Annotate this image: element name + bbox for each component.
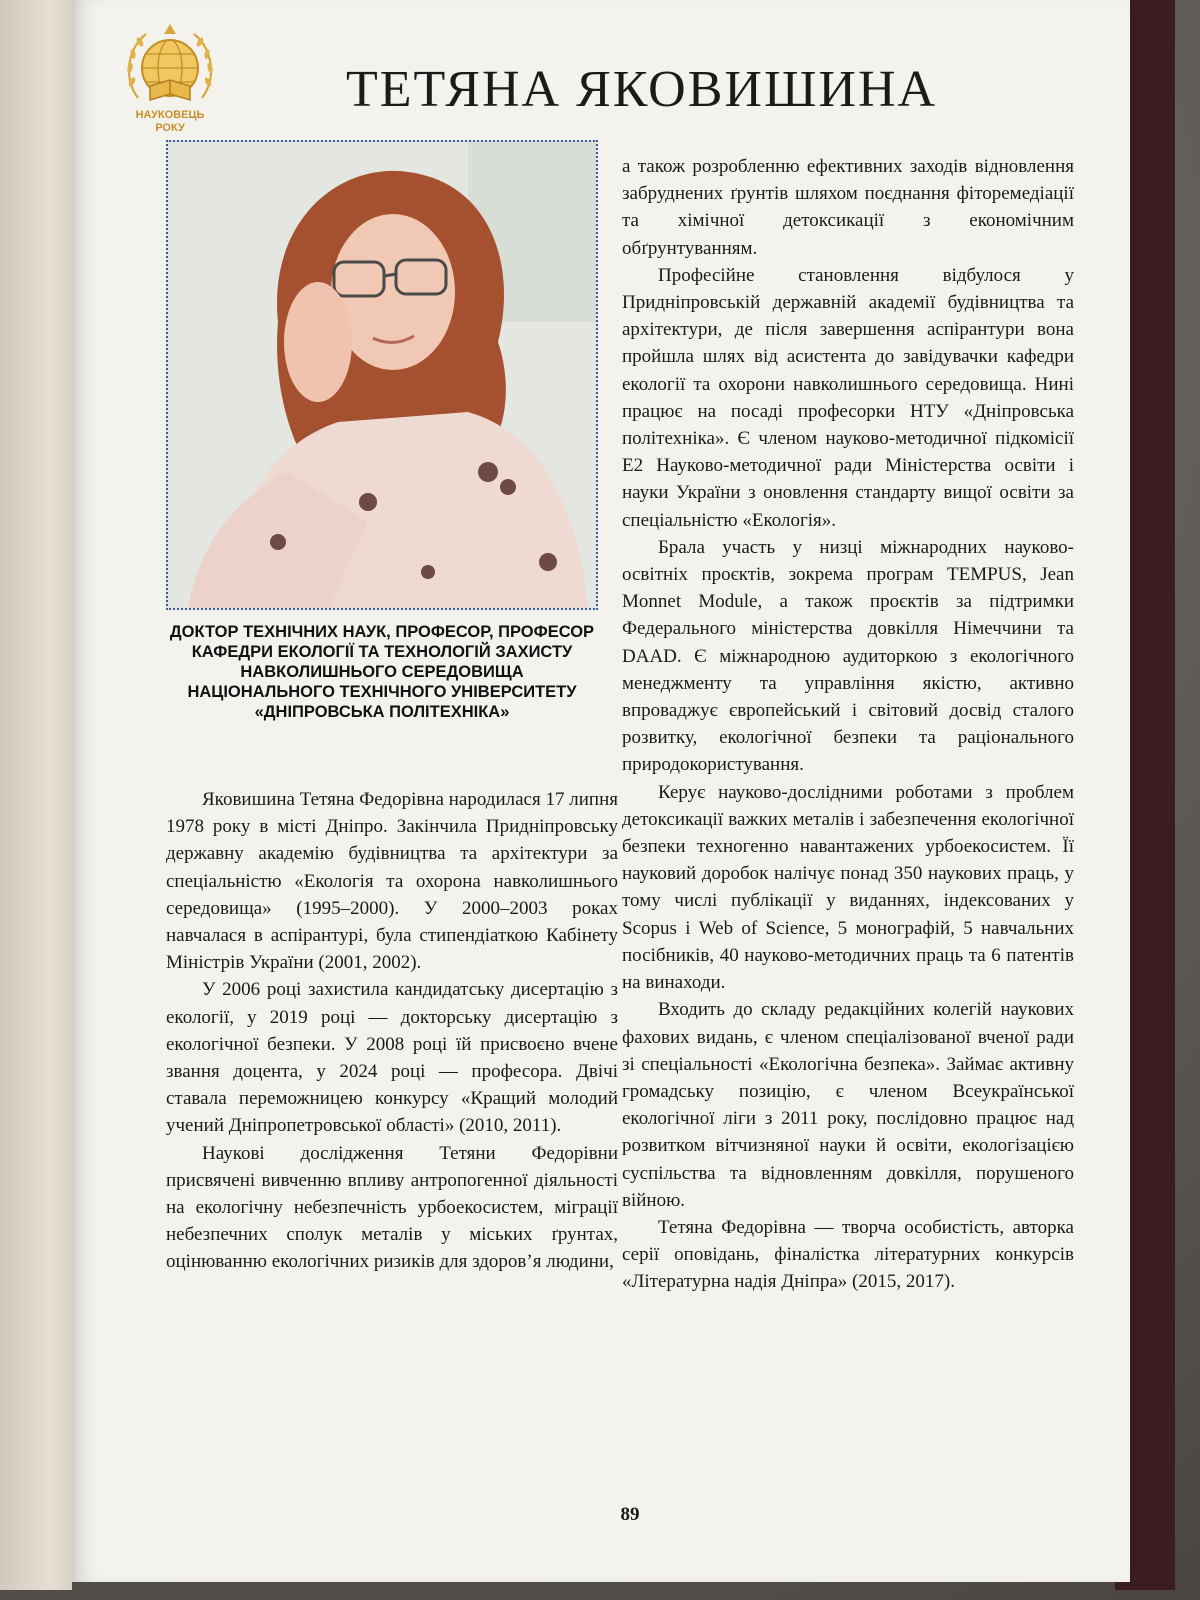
paragraph: Наукові дослідження Тетяни Федорівни присвячені вивченню впливу антропогенної діяльності на екологічну небезпечність урбоекосистем, міграції небезпечних сполук металів у міських ґрунтах, оцінюванню екологічних ризиків для здоров’я людини, [166,1142,618,1273]
paragraph-continuation: а також розробленню ефективних заходів відновлення забруднених ґрунтів шляхом поєднання фіторемедіації та хімічної детоксикації з економічним обґрунтуванням. [622,156,1074,259]
portrait-photo [166,140,598,610]
left-text-column [166,786,618,1276]
page-title: ТЕТЯНА ЯКОВИШИНА [346,61,938,118]
position-subtitle: ДОКТОР ТЕХНІЧНИХ НАУК, ПРОФЕСОР, ПРОФЕСОР КАФЕДРИ ЕКОЛОГІЇ ТА ТЕХНОЛОГІЙ ЗАХИСТУ НАВКОЛИШНЬОГО СЕРЕДОВИЩА НАЦІОНАЛЬНОГО ТЕХНІЧНОГО УНІВЕРСИТЕТУ «ДНІПРОВСЬКА ПОЛІТЕХНІКА» [169,623,595,721]
paragraph: Брала участь у низці міжнародних науково-освітніх проєктів, зокрема програм TEMPUS, Jean Monnet Module, а також проєктів за підтримки Федерального міністерства довкілля Німеччини та DAAD. Є міжнародною аудиторкою з екологічного менеджменту та управління якістю, активно впроваджує європейський і світовий досвід сталого розвитку, екологічної безпеки та раціонального природокористування. [622,536,1074,776]
svg-text:НАУКОВЕЦЬ: НАУКОВЕЦЬ [135,109,205,121]
paragraph: Яковишина Тетяна Федорівна народилася 17 липня 1978 року в місті Дніпро. Закінчила Придніпровську державну академію будівництва та архітектури за спеціальністю «Екологія та охорона навколишнього середовища» (1995–2000). У 2000–2003 роках навчалася в аспірантурі, була стипендіаткою Кабінету Міністрів України (2001, 2002). [166,789,618,974]
paragraph: Входить до складу редакційних колегій наукових фахових видань, є членом спеціалізованої вченої ради зі спеціальності «Екологічна безпека». Займає активну громадську позицію, є членом Всеукраїнської екологічної ліги з 2011 року, послідовно працює над розвитком вітчизняної науки й освіти, екологізацією суспільства та відновленням довкілля, порушеного війною. [622,999,1074,1211]
page-number: 89 [620,1504,640,1525]
paragraph: Професійне становлення відбулося у Придніпровській державній академії будівництва та архітектури, де після завершення аспірантури вона пройшла шлях від асистента до завідувачки кафедри екології та охорони навколишнього середовища. Нині працює на посаді професорки НТУ «Дніпровська політехніка». Є членом науково-методичної підкомісії Е2 Науково-методичної ради Міністерства освіти і науки України з оновлення стандарту вищої освіти за спеціальністю «Екологія». [622,264,1074,531]
right-text-column [622,153,1074,1296]
paragraph: У 2006 році захистила кандидатську дисертацію з екології, у 2019 році — докторську дисертацію з екологічної безпеки. У 2008 році їй присвоєно вчене звання доцента, у 2024 році — професора. Двічі ставала переможницею конкурсу «Кращий молодий учений Дніпропетровської області» (2010, 2011). [166,979,618,1137]
scientist-of-year-emblem-icon [120,20,220,138]
svg-text:РОКУ: РОКУ [155,122,185,134]
paragraph: Тетяна Федорівна — творча особистість, авторка серії оповідань, фіналістка літературних конкурсів «Літературна надія Дніпра» (2015, 2017). [622,1216,1074,1293]
paragraph: Керує науково-дослідними роботами з проблем детоксикації важких металів і забезпечення екологічної безпеки техногенно навантажених урбоекосистем. Її науковий доробок налічує понад 350 наукових праць, у тому числі публікації у виданнях, індексованих у Scopus і Web of Science, 5 монографій, 5 навчальних посібників, 40 науково-методичних праць та 6 патентів на винаходи. [622,781,1074,994]
previous-page-edge [0,0,72,1590]
